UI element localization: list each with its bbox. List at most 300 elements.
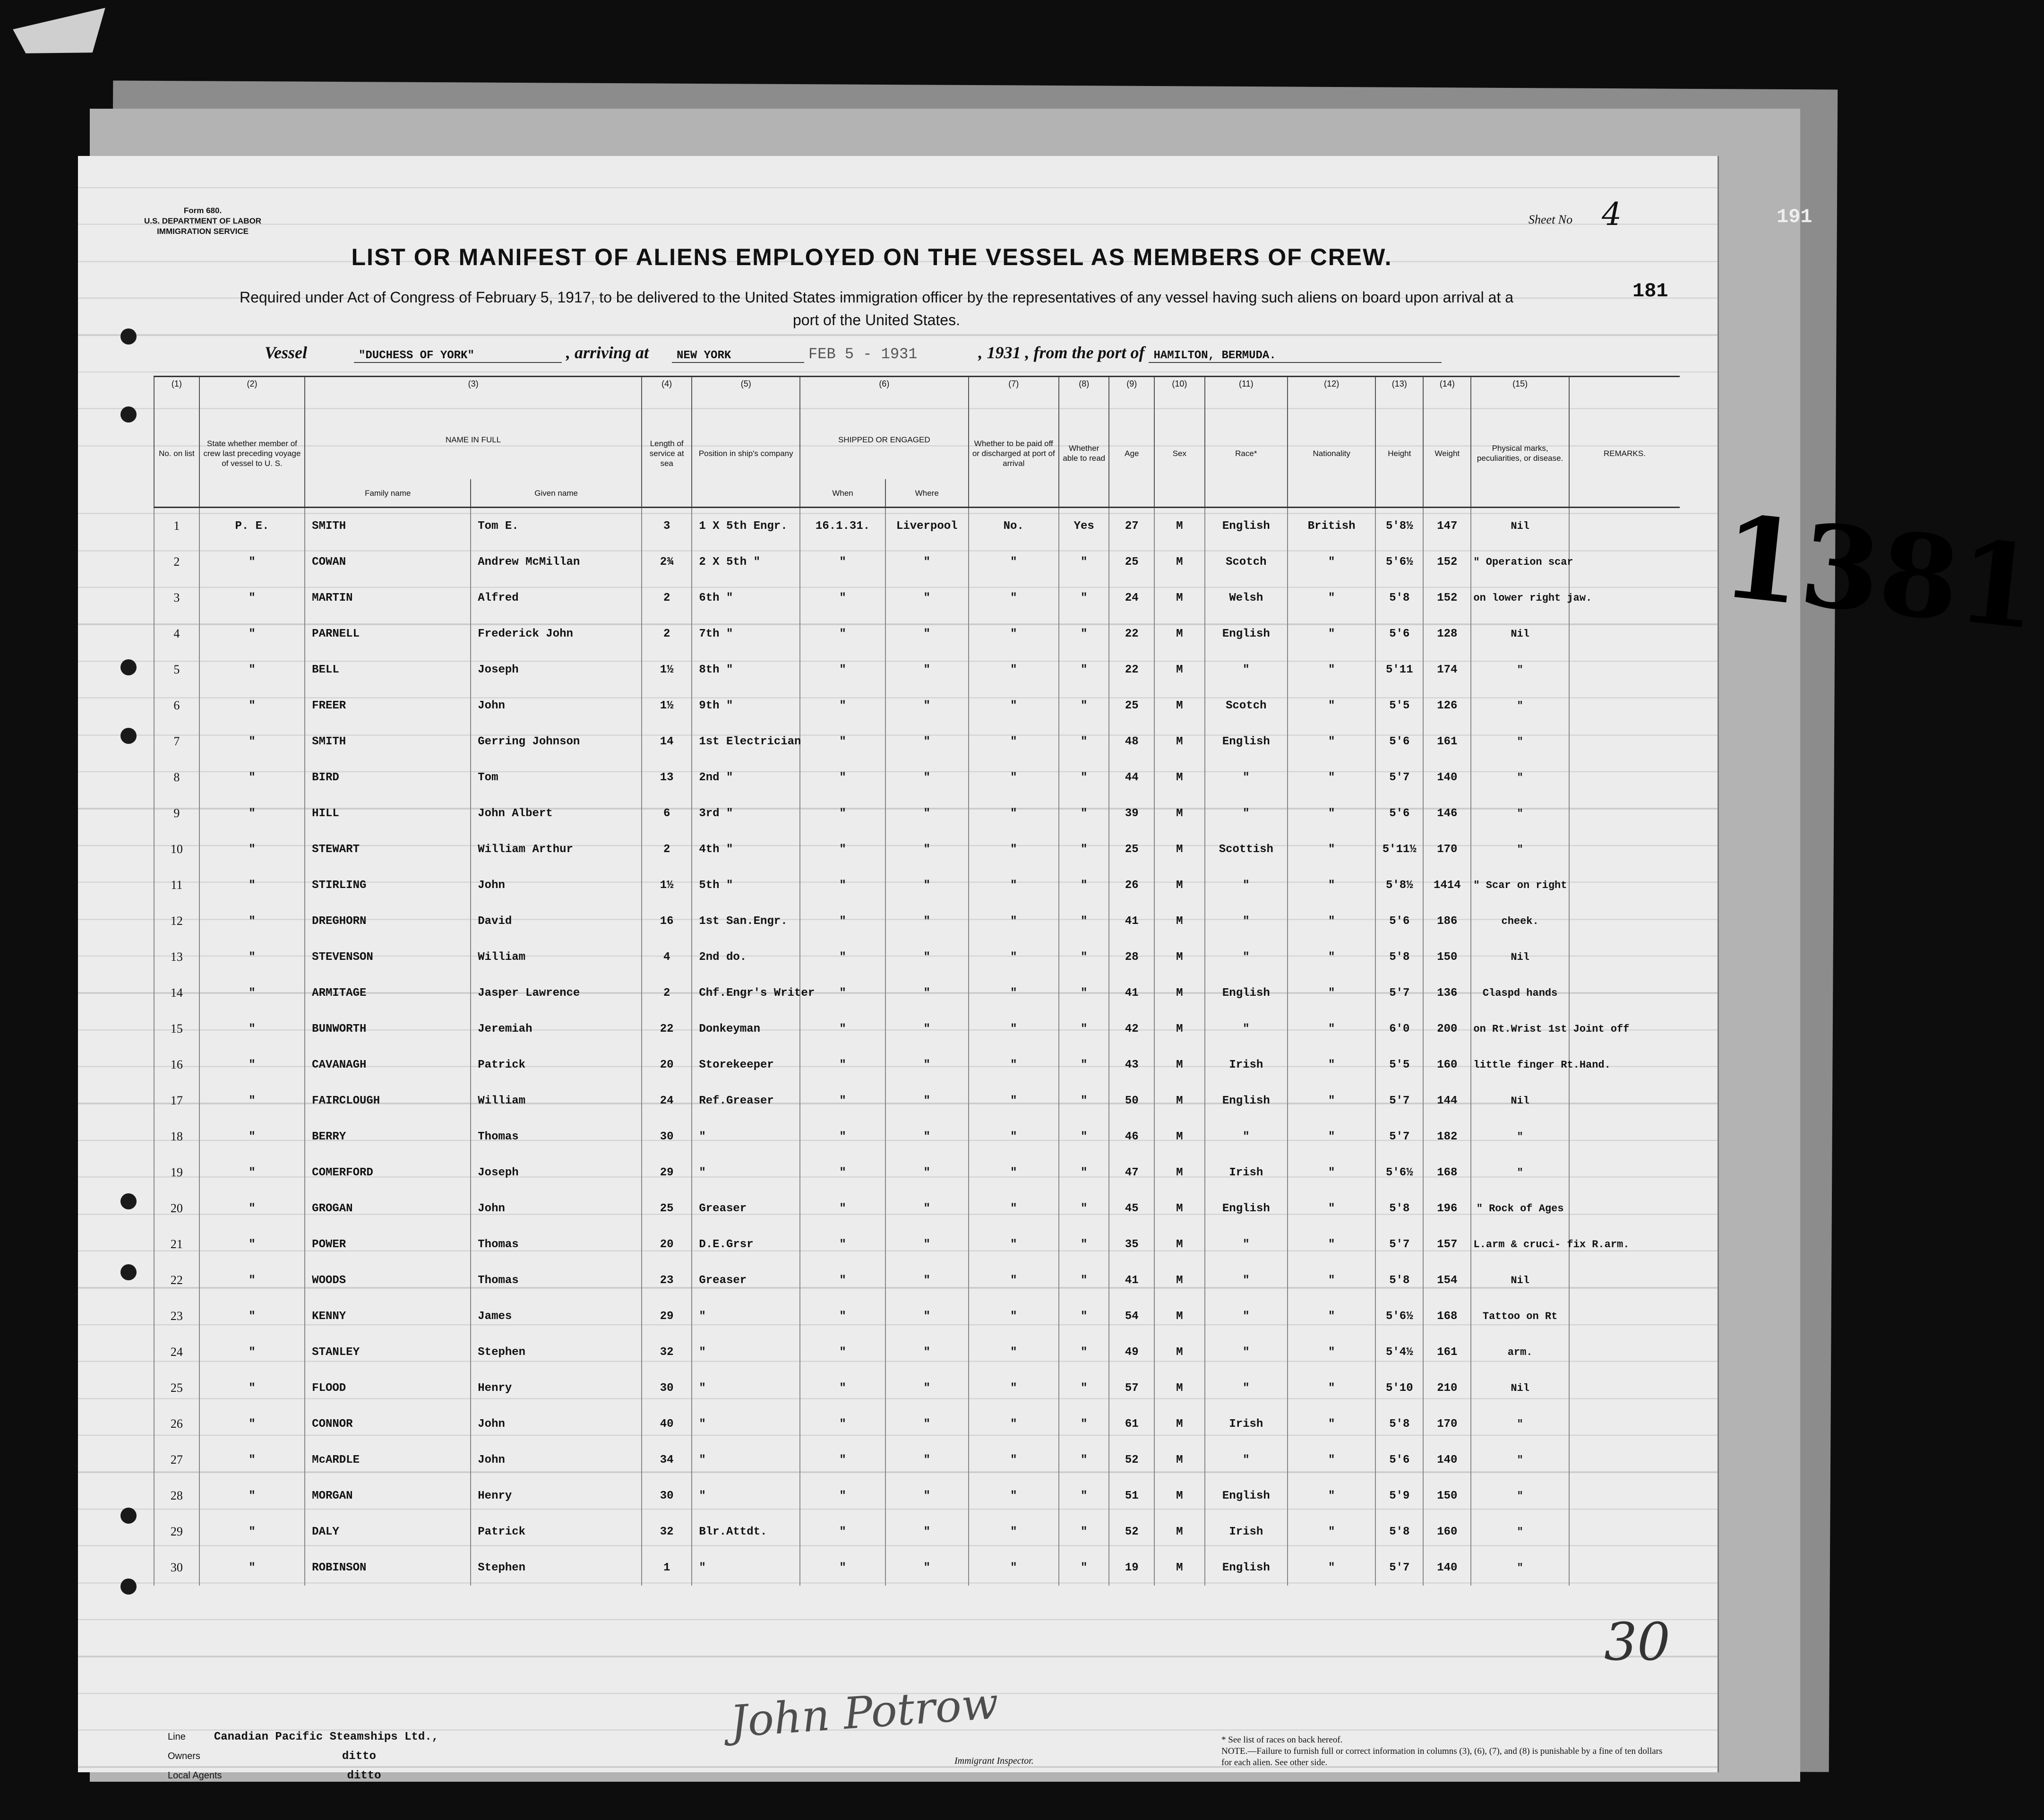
remarks-cell — [1569, 939, 1680, 975]
paid-off-cell: " — [969, 724, 1059, 759]
length-of-service-cell: 2 — [642, 580, 692, 616]
able-to-read-cell: " — [1059, 867, 1109, 903]
remarks-cell — [1569, 759, 1680, 795]
sex-cell: M — [1154, 975, 1204, 1011]
nationality-cell: " — [1288, 1514, 1375, 1550]
given-name-cell: James — [471, 1298, 642, 1334]
paid-off-cell: " — [969, 795, 1059, 831]
family-name-cell: BIRD — [305, 759, 471, 795]
table-row — [154, 508, 1680, 544]
header-remarks: REMARKS. — [1569, 400, 1680, 508]
table-row — [154, 1298, 1680, 1334]
vessel-label: Vessel — [265, 343, 307, 362]
family-name-cell: STEVENSON — [305, 939, 471, 975]
given-name-cell: Andrew McMillan — [471, 544, 642, 580]
sex-cell: M — [1154, 795, 1204, 831]
length-of-service-cell: 1½ — [642, 867, 692, 903]
family-name-cell: McARDLE — [305, 1442, 471, 1478]
table-row — [154, 1226, 1680, 1262]
race-cell: " — [1205, 1119, 1288, 1155]
shipped-where-cell: " — [885, 867, 969, 903]
shipped-when-cell: " — [800, 1262, 885, 1298]
age-cell: 52 — [1109, 1514, 1154, 1550]
row-number-cell: 17 — [154, 1083, 199, 1119]
physical-marks-cell: on lower right jaw. — [1471, 580, 1569, 616]
header-length-of-service: Length of service at sea — [642, 400, 692, 508]
col-number: (13) — [1375, 377, 1423, 400]
given-name-cell: Jeremiah — [471, 1011, 642, 1047]
length-of-service-cell: 2 — [642, 616, 692, 652]
sex-cell: M — [1154, 652, 1204, 688]
family-name-cell: ROBINSON — [305, 1550, 471, 1586]
table-row — [154, 1083, 1680, 1119]
paid-off-cell: " — [969, 1190, 1059, 1226]
shipped-when-cell: " — [800, 759, 885, 795]
race-cell: English — [1205, 1478, 1288, 1514]
weight-cell: 168 — [1423, 1155, 1471, 1190]
paid-off-cell: " — [969, 939, 1059, 975]
sex-cell: M — [1154, 1119, 1204, 1155]
row-number-cell: 19 — [154, 1155, 199, 1190]
row-number-cell: 23 — [154, 1298, 199, 1334]
able-to-read-cell: " — [1059, 652, 1109, 688]
position-cell: 2nd " — [692, 759, 800, 795]
row-number-cell: 2 — [154, 544, 199, 580]
row-number-cell: 14 — [154, 975, 199, 1011]
header-nationality: Nationality — [1288, 400, 1375, 508]
position-cell: Chf.Engr's Writer — [692, 975, 800, 1011]
shipped-where-cell: " — [885, 939, 969, 975]
paid-off-cell: " — [969, 1011, 1059, 1047]
height-cell: 5'8 — [1375, 1514, 1423, 1550]
able-to-read-cell: " — [1059, 1550, 1109, 1586]
age-cell: 47 — [1109, 1155, 1154, 1190]
given-name-cell: John — [471, 1442, 642, 1478]
shipped-when-cell: " — [800, 616, 885, 652]
col-number: (15) — [1471, 377, 1569, 400]
sex-cell: M — [1154, 1047, 1204, 1083]
paid-off-cell: " — [969, 1047, 1059, 1083]
header-age: Age — [1109, 400, 1154, 508]
shipped-where-cell: " — [885, 1119, 969, 1155]
year: , 1931 — [978, 343, 1021, 362]
nationality-cell: " — [1288, 1442, 1375, 1478]
weight-cell: 170 — [1423, 831, 1471, 867]
family-name-cell: HILL — [305, 795, 471, 831]
table-row — [154, 1370, 1680, 1406]
table-row — [154, 1406, 1680, 1442]
height-cell: 5'6½ — [1375, 544, 1423, 580]
nationality-cell: " — [1288, 1298, 1375, 1334]
col-number: (9) — [1109, 377, 1154, 400]
table-row — [154, 939, 1680, 975]
age-cell: 54 — [1109, 1298, 1154, 1334]
family-name-cell: WOODS — [305, 1262, 471, 1298]
sex-cell: M — [1154, 1083, 1204, 1119]
table-body — [154, 508, 1680, 1586]
document-title: LIST OR MANIFEST OF ALIENS EMPLOYED ON THE VESSEL AS MEMBERS OF CREW. — [351, 244, 1392, 270]
paid-off-cell: " — [969, 1155, 1059, 1190]
position-cell: " — [692, 1298, 800, 1334]
shipped-when-cell: " — [800, 1514, 885, 1550]
age-cell: 42 — [1109, 1011, 1154, 1047]
nationality-cell: " — [1288, 1406, 1375, 1442]
sex-cell: M — [1154, 1442, 1204, 1478]
inspector-signature: John Potrow — [728, 1678, 1000, 1747]
paid-off-cell: " — [969, 652, 1059, 688]
able-to-read-cell: " — [1059, 1298, 1109, 1334]
binder-hole — [120, 1578, 137, 1595]
race-cell: English — [1205, 724, 1288, 759]
shipped-where-cell: " — [885, 688, 969, 724]
physical-marks-cell: cheek. — [1471, 903, 1569, 939]
vessel-line — [265, 343, 1442, 363]
shipped-when-cell: " — [800, 975, 885, 1011]
race-cell: Welsh — [1205, 580, 1288, 616]
paid-off-cell: " — [969, 1478, 1059, 1514]
nationality-cell: " — [1288, 616, 1375, 652]
row-number-cell: 6 — [154, 688, 199, 724]
header-family-name: Family name — [305, 479, 471, 508]
col-number: (7) — [969, 377, 1059, 400]
nationality-cell: " — [1288, 1083, 1375, 1119]
paid-off-cell: " — [969, 1226, 1059, 1262]
prev-voyage-cell: " — [199, 1514, 305, 1550]
position-cell: Greaser — [692, 1190, 800, 1226]
position-cell: 3rd " — [692, 795, 800, 831]
paid-off-cell: " — [969, 616, 1059, 652]
document-subtitle: Required under Act of Congress of February 5, 1917, to be delivered to the United States immigration officer by the representatives of any vessel having such aliens on board upon arrival at a port of the United States. — [239, 289, 1514, 328]
col-number: (12) — [1288, 377, 1375, 400]
sex-cell: M — [1154, 1226, 1204, 1262]
line-label: Line — [168, 1732, 186, 1742]
nationality-cell: " — [1288, 1478, 1375, 1514]
position-cell: 1st Electrician — [692, 724, 800, 759]
physical-marks-cell: " — [1471, 1119, 1569, 1155]
physical-marks-cell: " — [1471, 1514, 1569, 1550]
paid-off-cell: " — [969, 688, 1059, 724]
able-to-read-cell: " — [1059, 1190, 1109, 1226]
sex-cell: M — [1154, 1370, 1204, 1406]
col-number: (10) — [1154, 377, 1204, 400]
physical-marks-cell: Nil — [1471, 939, 1569, 975]
owners-value: ditto — [342, 1750, 376, 1763]
able-to-read-cell: " — [1059, 795, 1109, 831]
department: U.S. DEPARTMENT OF LABOR — [144, 216, 262, 225]
table-row — [154, 759, 1680, 795]
weight-cell: 170 — [1423, 1406, 1471, 1442]
nationality-cell: " — [1288, 544, 1375, 580]
from-label: , from the port of — [1025, 343, 1145, 362]
binder-hole — [120, 659, 137, 675]
shipped-where-cell: " — [885, 1298, 969, 1334]
page-number-stamp: 191 — [1777, 206, 1812, 228]
col-number: (3) — [305, 377, 642, 400]
family-name-cell: BELL — [305, 652, 471, 688]
binder-hole — [120, 728, 137, 744]
row-number-cell: 11 — [154, 867, 199, 903]
row-number-cell: 13 — [154, 939, 199, 975]
sex-cell: M — [1154, 508, 1204, 544]
given-name-cell: David — [471, 903, 642, 939]
family-name-cell: STIRLING — [305, 867, 471, 903]
given-name-cell: John — [471, 1190, 642, 1226]
physical-marks-cell: Nil — [1471, 508, 1569, 544]
page-number-stamp: 181 — [1632, 280, 1668, 302]
age-cell: 26 — [1109, 867, 1154, 903]
age-cell: 41 — [1109, 1262, 1154, 1298]
able-to-read-cell: " — [1059, 1478, 1109, 1514]
age-cell: 51 — [1109, 1478, 1154, 1514]
age-cell: 45 — [1109, 1190, 1154, 1226]
height-cell: 5'6 — [1375, 903, 1423, 939]
line-value: Canadian Pacific Steamships Ltd., — [214, 1731, 439, 1743]
race-cell: " — [1205, 939, 1288, 975]
table-row — [154, 1262, 1680, 1298]
race-cell: " — [1205, 1298, 1288, 1334]
position-cell: " — [692, 1334, 800, 1370]
row-number-cell: 18 — [154, 1119, 199, 1155]
binder-hole — [120, 406, 137, 423]
sex-cell: M — [1154, 759, 1204, 795]
position-cell: Greaser — [692, 1262, 800, 1298]
shipped-when-cell: " — [800, 1442, 885, 1478]
weight-cell: 160 — [1423, 1514, 1471, 1550]
prev-voyage-cell: " — [199, 1226, 305, 1262]
shipped-where-cell: " — [885, 1406, 969, 1442]
age-cell: 25 — [1109, 688, 1154, 724]
age-cell: 46 — [1109, 1119, 1154, 1155]
sex-cell: M — [1154, 1478, 1204, 1514]
length-of-service-cell: 6 — [642, 795, 692, 831]
family-name-cell: MORGAN — [305, 1478, 471, 1514]
remarks-cell — [1569, 688, 1680, 724]
weight-cell: 154 — [1423, 1262, 1471, 1298]
shipped-where-cell: " — [885, 759, 969, 795]
remarks-cell — [1569, 1190, 1680, 1226]
height-cell: 5'11 — [1375, 652, 1423, 688]
table-row — [154, 1514, 1680, 1550]
age-cell: 28 — [1109, 939, 1154, 975]
paid-off-cell: " — [969, 1442, 1059, 1478]
col-number — [1569, 377, 1680, 400]
table-row — [154, 867, 1680, 903]
sex-cell: M — [1154, 939, 1204, 975]
race-note: * See list of races on back hereof. — [1221, 1735, 1343, 1745]
physical-marks-cell: " — [1471, 688, 1569, 724]
col-number: (5) — [692, 377, 800, 400]
remarks-cell — [1569, 795, 1680, 831]
age-cell: 25 — [1109, 544, 1154, 580]
age-cell: 22 — [1109, 652, 1154, 688]
header-paid-off: Whether to be paid off or discharged at port of arrival — [969, 400, 1059, 508]
position-cell: " — [692, 1550, 800, 1586]
height-cell: 5'11½ — [1375, 831, 1423, 867]
prev-voyage-cell: " — [199, 1370, 305, 1406]
nationality-cell: " — [1288, 652, 1375, 688]
prev-voyage-cell: " — [199, 867, 305, 903]
nationality-cell: " — [1288, 1550, 1375, 1586]
length-of-service-cell: 22 — [642, 1011, 692, 1047]
row-number-cell: 20 — [154, 1190, 199, 1226]
remarks-cell — [1569, 1155, 1680, 1190]
nationality-cell: " — [1288, 867, 1375, 903]
remarks-cell — [1569, 1514, 1680, 1550]
paid-off-cell: " — [969, 580, 1059, 616]
sex-cell: M — [1154, 580, 1204, 616]
height-cell: 5'5 — [1375, 1047, 1423, 1083]
shipped-when-cell: " — [800, 652, 885, 688]
family-name-cell: COWAN — [305, 544, 471, 580]
length-of-service-cell: 2 — [642, 831, 692, 867]
inspector-label: Immigrant Inspector. — [954, 1756, 1034, 1766]
weight-cell: 150 — [1423, 1478, 1471, 1514]
table-row — [154, 1011, 1680, 1047]
date-stamp: FEB 5 - 1931 — [808, 345, 918, 363]
race-cell: Irish — [1205, 1155, 1288, 1190]
physical-marks-cell: " — [1471, 1550, 1569, 1586]
remarks-cell — [1569, 1550, 1680, 1586]
physical-marks-cell: Claspd hands — [1471, 975, 1569, 1011]
prev-voyage-cell: P. E. — [199, 508, 305, 544]
physical-marks-cell: " — [1471, 831, 1569, 867]
nationality-cell: " — [1288, 724, 1375, 759]
sheet-label: Sheet No — [1529, 213, 1573, 226]
length-of-service-cell: 29 — [642, 1155, 692, 1190]
family-name-cell: GROGAN — [305, 1190, 471, 1226]
owners-row — [168, 1747, 438, 1766]
prev-voyage-cell: " — [199, 724, 305, 759]
race-cell: Irish — [1205, 1047, 1288, 1083]
sex-cell: M — [1154, 903, 1204, 939]
prev-voyage-cell: " — [199, 1298, 305, 1334]
age-cell: 24 — [1109, 580, 1154, 616]
able-to-read-cell: " — [1059, 1442, 1109, 1478]
remarks-cell — [1569, 1334, 1680, 1370]
table-row — [154, 1478, 1680, 1514]
family-name-cell: KENNY — [305, 1298, 471, 1334]
physical-marks-cell: " — [1471, 1478, 1569, 1514]
nationality-cell: " — [1288, 1370, 1375, 1406]
agents-label: Local Agents — [168, 1770, 222, 1781]
able-to-read-cell: " — [1059, 544, 1109, 580]
given-name-cell: Stephen — [471, 1334, 642, 1370]
given-name-cell: John — [471, 688, 642, 724]
race-cell: English — [1205, 508, 1288, 544]
race-cell: " — [1205, 1442, 1288, 1478]
age-cell: 52 — [1109, 1442, 1154, 1478]
weight-cell: 161 — [1423, 724, 1471, 759]
row-number-cell: 7 — [154, 724, 199, 759]
height-cell: 5'7 — [1375, 1226, 1423, 1262]
position-cell: " — [692, 1370, 800, 1406]
binder-hole — [120, 1264, 137, 1280]
header-able-to-read: Whether able to read — [1059, 400, 1109, 508]
age-cell: 61 — [1109, 1406, 1154, 1442]
length-of-service-cell: 40 — [642, 1406, 692, 1442]
race-cell: " — [1205, 1011, 1288, 1047]
shipped-where-cell: " — [885, 1011, 969, 1047]
given-name-cell: John Albert — [471, 795, 642, 831]
binder-hole — [120, 328, 137, 345]
table-row — [154, 1190, 1680, 1226]
paid-off-cell: " — [969, 1262, 1059, 1298]
footnotes — [1221, 1734, 1675, 1768]
height-cell: 5'6 — [1375, 795, 1423, 831]
shipped-when-cell: " — [800, 1298, 885, 1334]
weight-cell: 128 — [1423, 616, 1471, 652]
race-cell: English — [1205, 975, 1288, 1011]
position-cell: Blr.Attdt. — [692, 1514, 800, 1550]
header-given-name: Given name — [471, 479, 642, 508]
given-name-cell: Alfred — [471, 580, 642, 616]
length-of-service-cell: 32 — [642, 1514, 692, 1550]
position-cell: " — [692, 1155, 800, 1190]
shipped-when-cell: " — [800, 1550, 885, 1586]
race-cell: " — [1205, 759, 1288, 795]
shipped-when-cell: " — [800, 1406, 885, 1442]
row-number-cell: 16 — [154, 1047, 199, 1083]
paid-off-cell: " — [969, 1370, 1059, 1406]
header-physical-marks: Physical marks, peculiarities, or disease. — [1471, 400, 1569, 508]
height-cell: 5'8 — [1375, 580, 1423, 616]
paid-off-cell: No. — [969, 508, 1059, 544]
sex-cell: M — [1154, 724, 1204, 759]
shipped-where-cell: " — [885, 580, 969, 616]
prev-voyage-cell: " — [199, 1155, 305, 1190]
agents-value: ditto — [347, 1769, 381, 1782]
physical-marks-cell: " — [1471, 1442, 1569, 1478]
header-height: Height — [1375, 400, 1423, 508]
height-cell: 5'8½ — [1375, 508, 1423, 544]
family-name-cell: FREER — [305, 688, 471, 724]
given-name-cell: Gerring Johnson — [471, 724, 642, 759]
row-number-cell: 3 — [154, 580, 199, 616]
owners-label: Owners — [168, 1751, 200, 1761]
paid-off-cell: " — [969, 759, 1059, 795]
prev-voyage-cell: " — [199, 759, 305, 795]
age-cell: 57 — [1109, 1370, 1154, 1406]
paid-off-cell: " — [969, 1119, 1059, 1155]
shipped-where-cell: " — [885, 975, 969, 1011]
physical-marks-cell: " Rock of Ages — [1471, 1190, 1569, 1226]
row-number-cell: 27 — [154, 1442, 199, 1478]
family-name-cell: FAIRCLOUGH — [305, 1083, 471, 1119]
given-name-cell: William — [471, 939, 642, 975]
row-number-cell: 28 — [154, 1478, 199, 1514]
shipped-when-cell: " — [800, 1190, 885, 1226]
shipped-when-cell: " — [800, 1047, 885, 1083]
age-cell: 19 — [1109, 1550, 1154, 1586]
physical-marks-cell: Nil — [1471, 1262, 1569, 1298]
remarks-cell — [1569, 508, 1680, 544]
nationality-cell: " — [1288, 1334, 1375, 1370]
paid-off-cell: " — [969, 975, 1059, 1011]
shipped-where-cell: " — [885, 652, 969, 688]
shipped-when-cell: " — [800, 580, 885, 616]
physical-marks-cell: " Scar on right — [1471, 867, 1569, 903]
height-cell: 5'7 — [1375, 1119, 1423, 1155]
given-name-cell: Thomas — [471, 1119, 642, 1155]
weight-cell: 144 — [1423, 1083, 1471, 1119]
length-of-service-cell: 1½ — [642, 652, 692, 688]
race-cell: Scotch — [1205, 688, 1288, 724]
binder-hole — [120, 1193, 137, 1209]
height-cell: 5'8 — [1375, 1190, 1423, 1226]
header-name-in-full: NAME IN FULL — [305, 400, 642, 479]
table-row — [154, 616, 1680, 652]
remarks-cell — [1569, 1298, 1680, 1334]
